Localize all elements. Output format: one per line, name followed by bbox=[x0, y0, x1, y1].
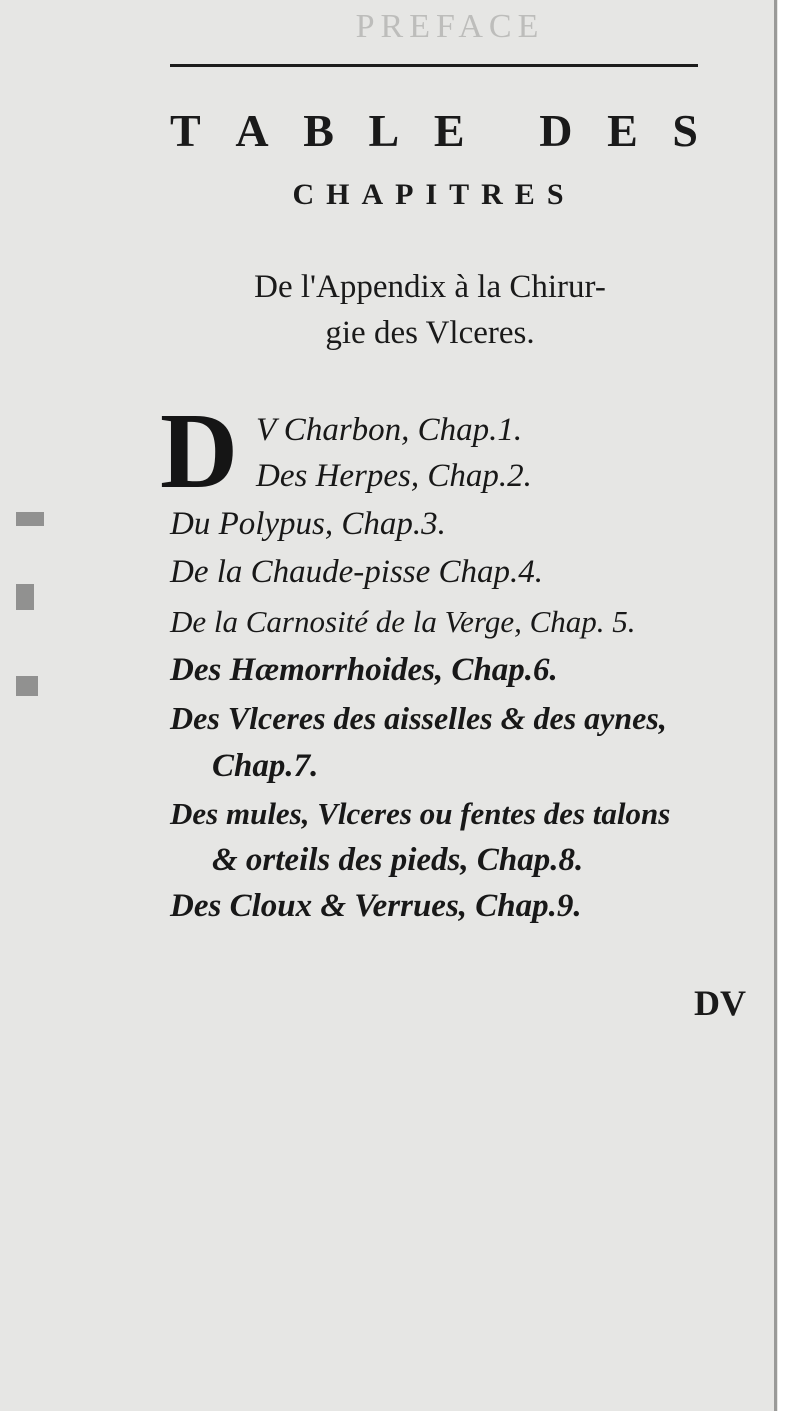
title-letter: E bbox=[607, 105, 638, 156]
bleed-through-text: PREFACE bbox=[355, 8, 545, 45]
toc-entry: Des Vlceres des aisselles & des aynes, bbox=[170, 700, 667, 736]
toc-entry-continuation: & orteils des pieds, Chap.8. bbox=[212, 842, 584, 878]
title-letter: B bbox=[303, 105, 334, 156]
section-heading bbox=[150, 264, 710, 356]
heading-line-2: gie des Vlceres. bbox=[325, 315, 535, 351]
title-letter: A bbox=[235, 105, 269, 156]
title-letter: S bbox=[672, 105, 698, 156]
page-edge-shadow bbox=[774, 0, 777, 1411]
header-rule bbox=[170, 64, 698, 67]
margin-smudge bbox=[16, 584, 34, 610]
toc-entry: Des Herpes, Chap.2. bbox=[256, 458, 532, 494]
title-letter: T bbox=[170, 105, 201, 156]
page-subtitle: CHAPITRES bbox=[292, 178, 576, 211]
toc-entry: De la Carnosité de la Verge, Chap. 5. bbox=[170, 604, 636, 639]
heading-line-1: De l'Appendix à la Chirur- bbox=[254, 269, 606, 305]
toc-entry: Des Hæmorrhoides, Chap.6. bbox=[170, 652, 558, 688]
margin-smudge bbox=[16, 512, 44, 526]
catchword: DV bbox=[694, 983, 746, 1023]
toc-entry: V Charbon, Chap.1. bbox=[256, 412, 523, 448]
toc-entry: De la Chaude-pisse Chap.4. bbox=[170, 554, 544, 590]
title-letter: E bbox=[433, 105, 465, 156]
margin-smudge bbox=[16, 676, 38, 696]
title-letter: L bbox=[368, 105, 400, 156]
toc-entry-continuation: Chap.7. bbox=[212, 748, 319, 784]
toc-entry: Du Polypus, Chap.3. bbox=[170, 506, 446, 542]
title-letter: D bbox=[539, 105, 573, 156]
page-margin-white bbox=[778, 0, 800, 1411]
toc-entry: Des mules, Vlceres ou fentes des talons bbox=[170, 796, 671, 831]
page-title bbox=[170, 105, 698, 156]
drop-cap: D bbox=[160, 392, 238, 511]
toc-entry: Des Cloux & Verrues, Chap.9. bbox=[170, 888, 582, 924]
